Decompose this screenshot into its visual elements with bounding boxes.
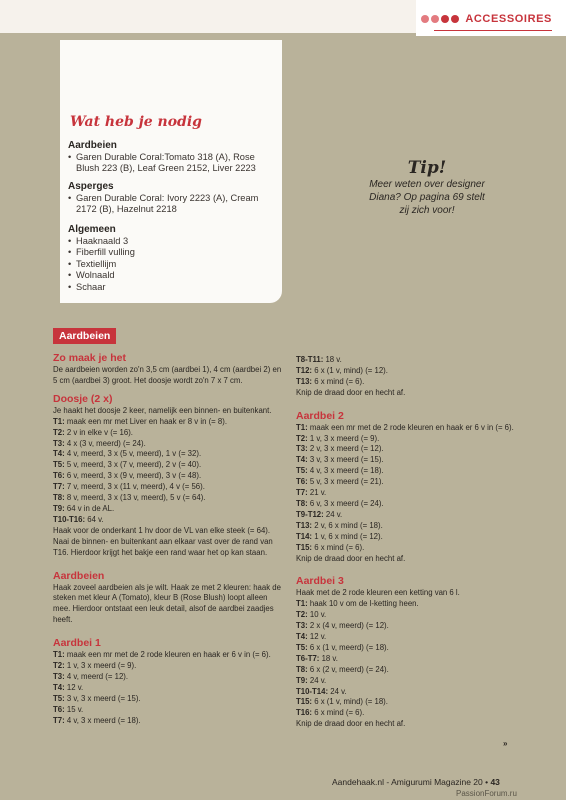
materials-group-algemeen [68,224,280,293]
row-label: T2: [296,433,308,443]
row-label: T2: [53,661,65,671]
row-label: T12: [296,365,313,375]
row-label: T2: [296,610,308,620]
tip-line: zij zich voor! [399,205,455,216]
row-text: 6 x (1 v, meerd) (= 18). [307,642,389,652]
pattern-row [296,719,528,730]
row-text: Knip de draad door en hecht af. [296,553,406,563]
row-label: T13: [296,376,313,386]
row-text: 1 v, 3 x meerd (= 9). [307,433,380,443]
pattern-row [296,510,528,521]
materials-item: • Schaar [68,282,280,294]
subheading: Aardbei 1 [53,637,101,650]
pattern-row [53,504,285,515]
row-label: T9: [53,503,65,513]
row-text: 64 v in de AL. [64,503,115,513]
pattern-row [296,643,528,654]
pattern-row [296,554,528,565]
paragraph: Je haakt het doosje 2 keer, namelijk een binnen- en buitenkant. [53,405,272,415]
pattern-row [296,543,528,554]
row-text: 12 v. [64,682,84,692]
row-label: T3: [53,671,65,681]
paragraph: De aardbeien worden zo'n 3,5 cm (aardbei 1), 4 cm (aardbei 2) en 5 cm (aardbei 3) groot. Het doosje wordt zo'n 7 x 7 cm. [53,365,282,385]
row-text: 18 v. [319,653,338,663]
page-footer [332,777,500,787]
tip-line: Diana? Op pagina 69 stelt [369,192,485,203]
continue-arrow-icon: » [503,739,508,748]
row-text: 7 v, meerd, 3 x (11 v, meerd), 4 v (= 56). [64,482,205,492]
row-label: T8: [53,493,65,503]
row-text: 6 v, meerd, 3 x (9 v, meerd), 3 v (= 48). [64,471,202,481]
row-text: Knip de draad door en hecht af. [296,719,406,729]
row-text: 2 v, 3 x meerd (= 12). [307,444,384,454]
materials-group-title: Aardbeien [68,140,117,151]
materials-item: • Wolnaald [68,270,280,282]
row-label: T9-T12: [296,509,324,519]
materials-item: • Haaknaald 3 [68,236,280,248]
materials-heading: Wat heb je nodig [70,114,202,130]
materials-group-title: Asperges [68,181,114,192]
header-underline [434,30,552,31]
pattern-row [296,697,528,708]
row-text: 3 v, 3 x meerd (= 15). [64,693,141,703]
row-text: 24 v. [307,675,327,685]
pattern-row [296,377,528,388]
pattern-row [53,439,285,450]
row-label: T5: [53,693,65,703]
row-text: 4 x (3 v, meerd) (= 24). [64,438,146,448]
pattern-row [53,705,285,716]
row-label: T5: [296,466,308,476]
pattern-row [296,444,528,455]
row-label: T5: [53,460,65,470]
yarn-ball-icon [431,15,439,23]
row-text: 4 v, meerd, 3 x (5 v, meerd), 1 v (= 32). [64,449,202,459]
materials-item: • Fiberfill vulling [68,247,280,259]
pattern-row [53,482,285,493]
row-text: Knip de draad door en hecht af. [296,387,406,397]
pattern-row [296,466,528,477]
row-text: 5 v, meerd, 3 x (7 v, meerd), 2 v (= 40). [64,460,202,470]
row-label: T15: [296,697,313,707]
watermark: PassionForum.ru [456,789,517,798]
row-label: T3: [296,621,308,631]
row-text: maak een mr met de 2 rode kleuren en haak er 6 v in (= 6). [307,422,514,432]
row-label: T7: [53,715,65,725]
row-text: 6 x mind (= 6). [312,708,365,718]
pattern-row [296,676,528,687]
subheading: Aardbei 3 [296,575,344,588]
paragraph: Haak zoveel aardbeien als je wilt. Haak ze met 2 kleuren: haak de steken met kleur A (Tomato), kleur B (Rose Blush) loopt alleen mee. Hierdoor ontstaat een leuk detail, alsof de aardbei zaadjes heeft. [53,582,281,625]
row-label: T16: [296,708,313,718]
row-label: T3: [296,444,308,454]
row-text: 64 v. [85,514,104,524]
section-title: ACCESSOIRES [465,13,552,25]
row-text: maak een mr met Liver en haak er 8 v in (= 8). [64,416,227,426]
row-text: 18 v. [323,355,342,364]
row-label: T7: [296,488,308,498]
row-label: T1: [296,422,308,432]
row-text: Haak met de 2 rode kleuren een ketting van 6 l. [296,588,460,598]
pattern-row [296,355,528,366]
row-text: 6 v, 3 x meerd (= 24). [307,498,384,508]
row-text: 1 v, 3 x meerd (= 9). [64,661,137,671]
pattern-row [296,499,528,510]
pattern-row [296,665,528,676]
materials-group-aardbeien [68,140,280,175]
section-badge: Aardbeien [53,328,116,344]
row-label: T6: [53,704,65,714]
row-label: T14: [296,531,313,541]
pattern-row [296,632,528,643]
pattern-row [53,417,285,428]
pattern-rows [296,423,528,565]
pattern-row [296,423,528,434]
row-text: 24 v. [328,686,347,696]
pattern-row [53,515,285,526]
page-number: 43 [490,777,500,787]
row-text: 8 v, meerd, 3 x (13 v, meerd), 5 v (= 64). [64,493,206,503]
row-label: T13: [296,520,313,530]
materials-group-asperges [68,181,280,216]
pattern-row [53,716,285,727]
pattern-rows [296,355,528,399]
row-label: T1: [53,650,65,660]
pattern-row [296,654,528,665]
row-text: 12 v. [307,632,327,642]
yarn-ball-icon [441,15,449,23]
pattern-row [53,493,285,504]
row-label: T15: [296,542,313,552]
pattern-row [296,588,528,599]
row-text: 2 x (4 v, meerd) (= 12). [307,621,389,631]
left-column [53,328,285,726]
pattern-row [53,449,285,460]
row-label: T1: [53,416,65,426]
pattern-row [296,434,528,445]
tip-box [362,158,492,217]
pattern-row [53,460,285,471]
row-text: haak 10 v om de l-ketting heen. [307,599,419,609]
row-text: 10 v. [307,610,327,620]
row-label: T4: [53,682,65,692]
row-text: 6 x mind (= 6). [312,542,365,552]
pattern-row [296,532,528,543]
pattern-row [296,388,528,399]
row-text: 4 v, meerd (= 12). [64,671,129,681]
row-label: T6: [53,471,65,481]
row-text: 1 v, 6 x mind (= 12). [312,531,383,541]
row-text: 6 x (2 v, meerd) (= 24). [307,664,389,674]
yarn-ball-icon [421,15,429,23]
footer-site: Aandehaak.nl [332,777,384,787]
row-text: 21 v. [307,488,327,498]
pattern-row [296,708,528,719]
pattern-row [296,366,528,377]
pattern-row [53,428,285,439]
materials-group-title: Algemeen [68,224,116,235]
subheading: Zo maak je het [53,352,126,364]
pattern-row [296,687,528,698]
subheading: Doosje (2 x) [53,392,113,405]
row-text: 4 v, 3 x meerd (= 18). [307,466,384,476]
yarn-ball-icon [451,15,459,23]
pattern-row [53,672,285,683]
pattern-row [53,471,285,482]
row-text: 6 x (1 v, mind) (= 18). [312,697,388,707]
pattern-row [296,455,528,466]
footer-magazine: Amigurumi Magazine 20 [391,777,483,787]
row-text: maak een mr met de 2 rode kleuren en haak er 6 v in (= 6). [64,650,271,660]
row-label: T4: [296,455,308,465]
ball-icons [421,15,459,23]
row-label: T10-T16: [53,514,86,524]
paragraph: Haak voor de onderkant 1 hv door de VL van elke steek (= 64). Naai de binnen- en buitenkant aan elkaar vast over de rand van T16. Hierdoor krijgt het bakje een rand waar het op kan staan. [53,525,273,557]
pattern-row [296,610,528,621]
tip-title: Tip! [407,158,447,178]
materials-item: • Garen Durable Coral: Ivory 2223 (A), Cream 2172 (B), Hazelnut 2218 [68,193,280,216]
right-column [296,355,528,730]
pattern-rows [53,417,285,526]
row-text: 2 v, 6 x mind (= 18). [312,520,383,530]
subheading: Aardbei 2 [296,409,344,422]
row-text: 6 x (1 v, mind) (= 12). [312,365,388,375]
pattern-rows [53,650,285,726]
row-label: T3: [53,438,65,448]
materials-item: • Garen Durable Coral:Tomato 318 (A), Rose Blush 223 (B), Leaf Green 2152, Liver 2223 [68,152,280,175]
row-label: T1: [296,599,308,609]
row-text: 3 v, 3 x meerd (= 15). [307,455,384,465]
row-label: T10-T14: [296,686,329,696]
row-label: T7: [53,482,65,492]
pattern-row [53,694,285,705]
row-text: 4 v, 3 x meerd (= 18). [64,715,141,725]
footer-bullet: • [482,777,491,787]
row-label: T6-T7: [296,653,320,663]
subheading: Aardbeien [53,569,105,582]
row-label: T9: [296,675,308,685]
pattern-row [296,621,528,632]
materials-item: • Textiellijm [68,259,280,271]
pattern-row [296,488,528,499]
row-label: T6: [296,477,308,487]
row-text: 15 v. [64,704,84,714]
row-text: 2 v in elke v (= 16). [64,427,133,437]
row-label: T8: [296,498,308,508]
pattern-row [53,683,285,694]
row-label: T2: [53,427,65,437]
row-label: T8-T11: [296,355,324,364]
row-text: 5 v, 3 x meerd (= 21). [307,477,384,487]
row-label: T4: [296,632,308,642]
pattern-rows [296,588,528,730]
tip-line: Meer weten over designer [369,179,485,190]
row-label: T4: [53,449,65,459]
footer-separator: - [384,777,392,787]
row-text: 24 v. [323,509,343,519]
pattern-row [296,477,528,488]
row-label: T5: [296,642,308,652]
pattern-row [53,650,285,661]
pattern-row [53,661,285,672]
pattern-row [296,521,528,532]
row-label: T8: [296,664,308,674]
row-text: 6 x mind (= 6). [312,376,365,386]
section-header [421,11,552,27]
pattern-row [296,599,528,610]
